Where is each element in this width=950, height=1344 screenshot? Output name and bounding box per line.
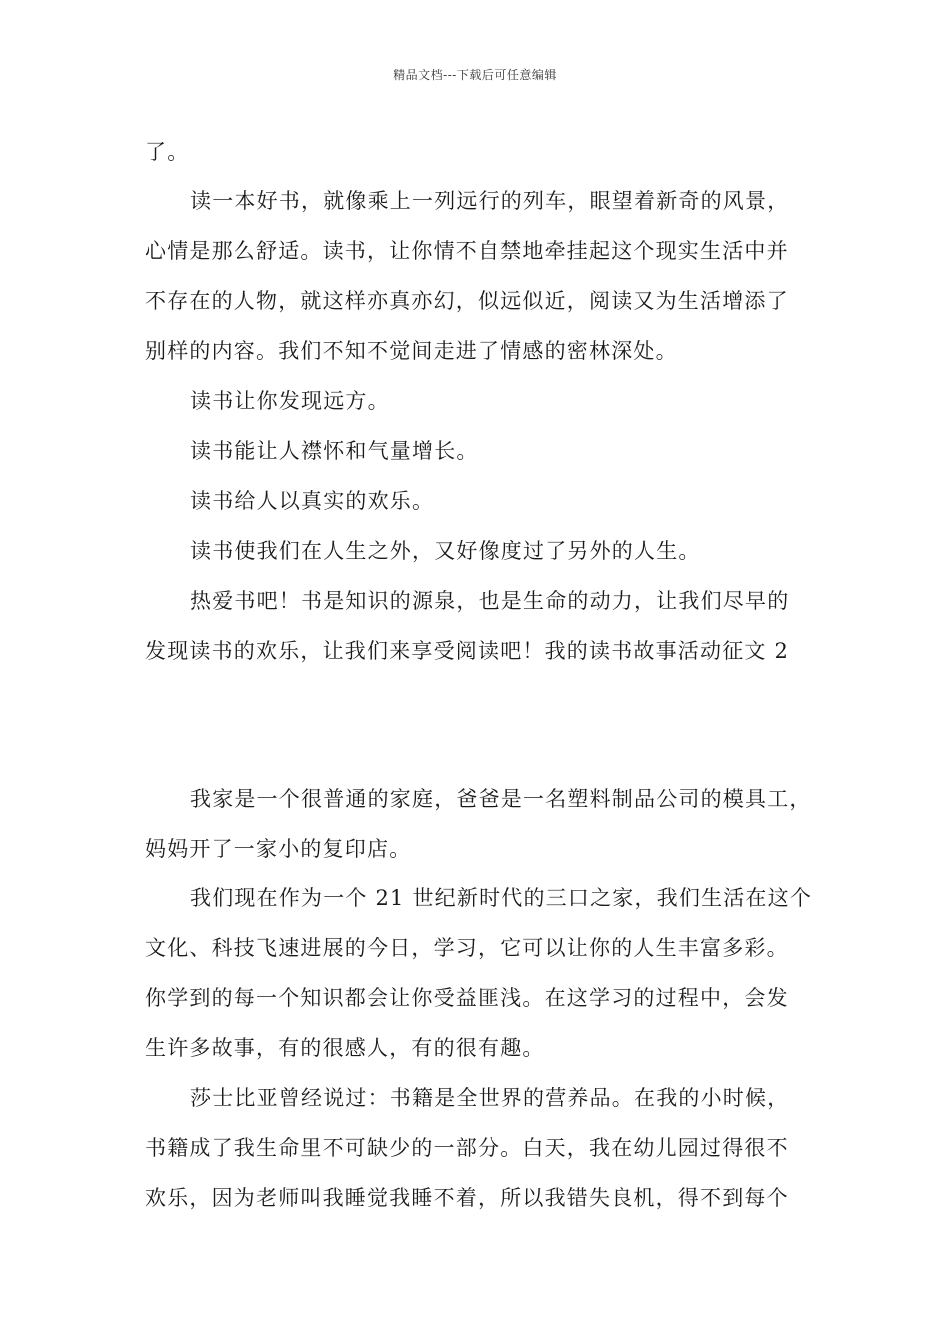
text-line: 生许多故事，有的很感人，有的很有趣。 (145, 1036, 545, 1060)
text-line: 文化、科技飞速进展的今日，学习，它可以让你的人生丰富多彩。 (145, 936, 789, 960)
text-line: 你学到的每一个知识都会让你受益匪浅。在这学习的过程中，会发 (145, 986, 789, 1010)
text-line: 书籍成了我生命里不可缺少的一部分。白天，我在幼儿园过得很不 (145, 1136, 789, 1160)
text-line: 不存在的人物，就这样亦真亦幻，似远似近，阅读又为生活增添了 (145, 289, 789, 313)
text-line: 读书使我们在人生之外，又好像度过了另外的人生。 (190, 539, 701, 563)
text-line: 读一本好书，就像乘上一列远行的列车，眼望着新奇的风景， (190, 189, 790, 213)
page-header: 精品文档---下载后可任意编辑 (393, 68, 557, 82)
text-line: 莎士比亚曾经说过：书籍是全世界的营养品。在我的小时候， (190, 1086, 790, 1110)
text-line: 我家是一个很普通的家庭，爸爸是一名塑料制品公司的模具工， (190, 787, 812, 811)
text-line: 心情是那么舒适。读书，让你情不自禁地牵挂起这个现实生活中并 (145, 239, 789, 263)
text-line: 读书给人以真实的欢乐。 (190, 489, 435, 513)
text-line: 妈妈开了一家小的复印店。 (145, 837, 412, 861)
text-line: 我们现在作为一个 21 世纪新时代的三口之家，我们生活在这个 (190, 886, 813, 910)
text-line: 读书能让人襟怀和气量增长。 (190, 439, 479, 463)
text-line: 别样的内容。我们不知不觉间走进了情感的密林深处。 (145, 339, 678, 363)
text-line: 欢乐，因为老师叫我睡觉我睡不着，所以我错失良机，得不到每个 (145, 1186, 789, 1210)
text-line: 发现读书的欢乐，让我们来享受阅读吧！我的读书故事活动征文 2 (145, 639, 790, 663)
text-line: 热爱书吧！书是知识的源泉，也是生命的动力，让我们尽早的 (190, 589, 790, 613)
text-line: 读书让你发现远方。 (190, 389, 390, 413)
text-line: 了。 (145, 140, 190, 164)
